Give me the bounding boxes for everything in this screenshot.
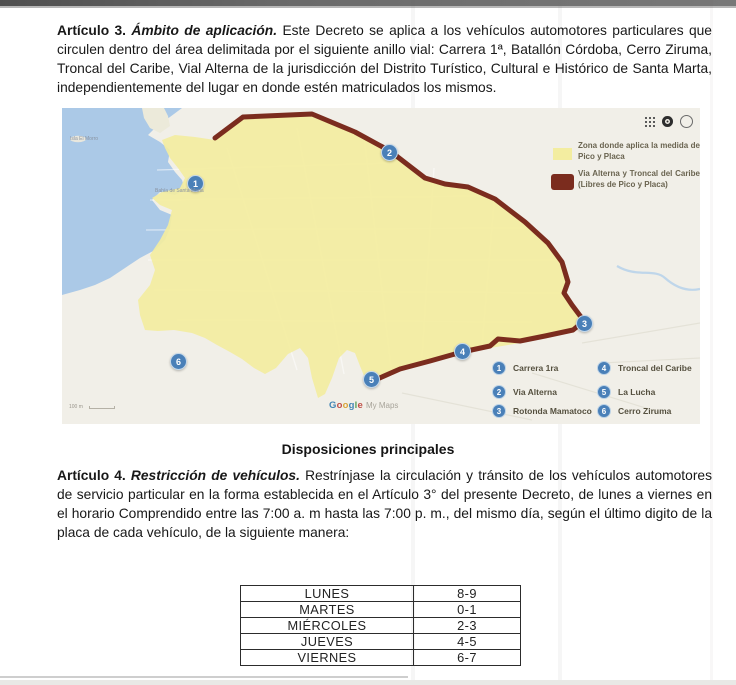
digit-cell: 2-3: [414, 618, 521, 634]
day-cell: MIÉRCOLES: [241, 618, 414, 634]
table-row: [241, 586, 521, 602]
scan-edge-bottom: [0, 680, 736, 685]
account-circle-icon: [680, 115, 693, 128]
key-badge-6: 6: [597, 404, 611, 418]
map-marker-2: 2: [381, 144, 398, 161]
scan-fold-line: [710, 0, 713, 685]
key-badge-2: 2: [492, 385, 506, 399]
map-marker-1: 1: [187, 175, 204, 192]
key-badge-1: 1: [492, 361, 506, 375]
table-row: [241, 650, 521, 666]
map-scale: [69, 404, 115, 410]
map-key-item: [492, 404, 592, 418]
bay-label: Bahía de Santa Marta: [155, 188, 204, 194]
key-label-1: Carrera 1ra: [513, 363, 559, 373]
article-3-title: Ámbito de aplicación.: [131, 23, 278, 38]
digit-cell: 8-9: [414, 586, 521, 602]
legend-zone-swatch: [553, 148, 572, 160]
map-style-icon: [662, 116, 673, 127]
map-key-item: [492, 361, 558, 375]
island-label: Isla El Morro: [70, 136, 99, 142]
digit-cell: 6-7: [414, 650, 521, 666]
key-label-5: La Lucha: [618, 387, 656, 397]
restriction-schedule-table: [240, 585, 521, 666]
article-4-body: Restrínjase la circulación y tránsito de los vehículos automotores de servicio particular en la forma establecida en el Artículo 3° del presente Decreto, de lunes a viernes en el horario Comprendido entre las 7:00 a. m hasta las 7:00 p. m., del mismo día, según el último digito de la placa de cada vehículo, de la siguiente manera:: [57, 468, 712, 540]
scan-edge-top: [0, 0, 736, 8]
key-badge-3: 3: [492, 404, 506, 418]
table-row: [241, 602, 521, 618]
map-key-item: [492, 385, 557, 399]
map-marker-5: 5: [363, 371, 380, 388]
key-badge-4: 4: [597, 361, 611, 375]
pico-y-placa-zone-map: [62, 108, 700, 424]
legend-zone-label: Zona donde aplica la medida de Pico y Placa: [578, 141, 700, 161]
scan-artifact-line: [0, 676, 408, 678]
article-4-title: Restricción de vehículos.: [130, 468, 300, 483]
article-3-paragraph: [57, 21, 712, 97]
key-label-3: Rotonda Mamatoco: [513, 406, 592, 416]
day-cell: LUNES: [241, 586, 414, 602]
map-marker-3: 3: [576, 315, 593, 332]
key-label-6: Cerro Ziruma: [618, 406, 672, 416]
section-heading: Disposiciones principales: [281, 441, 455, 457]
article-3-body: Este Decreto se aplica a los vehículos automotores particulares que circulen dentro del área delimitada por el siguiente anillo vial: Carrera 1ª, Batallón Córdoba, Cerro Ziruma, Troncal del Caribe, Vial Alterna de la jurisdicción del Distrito Turístico, Cultural e Histórico de Santa Marta, independientemente del lugar en donde estén matriculados los mismos.: [57, 23, 712, 95]
digit-cell: 4-5: [414, 634, 521, 650]
legend-route-label: Via Alterna y Troncal del Caribe (Libres de Pico y Placa): [578, 169, 700, 189]
key-label-4: Troncal del Caribe: [618, 363, 692, 373]
scale-value: 100 m: [69, 404, 83, 410]
google-logo: Google: [329, 400, 363, 411]
article-3-label: Artículo 3.: [57, 23, 127, 38]
day-cell: JUEVES: [241, 634, 414, 650]
grid-menu-icon: [644, 116, 655, 127]
google-my-maps-attribution: [329, 400, 398, 411]
map-key-item: [597, 361, 692, 375]
day-cell: VIERNES: [241, 650, 414, 666]
digit-cell: 0-1: [414, 602, 521, 618]
map-marker-6: 6: [170, 353, 187, 370]
map-controls: [644, 115, 693, 128]
map-marker-4: 4: [454, 343, 471, 360]
my-maps-label: My Maps: [365, 401, 399, 410]
legend-route-swatch: [551, 174, 574, 190]
key-badge-5: 5: [597, 385, 611, 399]
day-cell: MARTES: [241, 602, 414, 618]
table-row: [241, 618, 521, 634]
table-row: [241, 634, 521, 650]
key-label-2: Via Alterna: [513, 387, 557, 397]
article-4-label: Artículo 4.: [57, 468, 126, 483]
map-key-item: [597, 404, 671, 418]
scale-bar: [89, 406, 115, 409]
map-key-item: [597, 385, 655, 399]
article-4-paragraph: [57, 466, 712, 542]
